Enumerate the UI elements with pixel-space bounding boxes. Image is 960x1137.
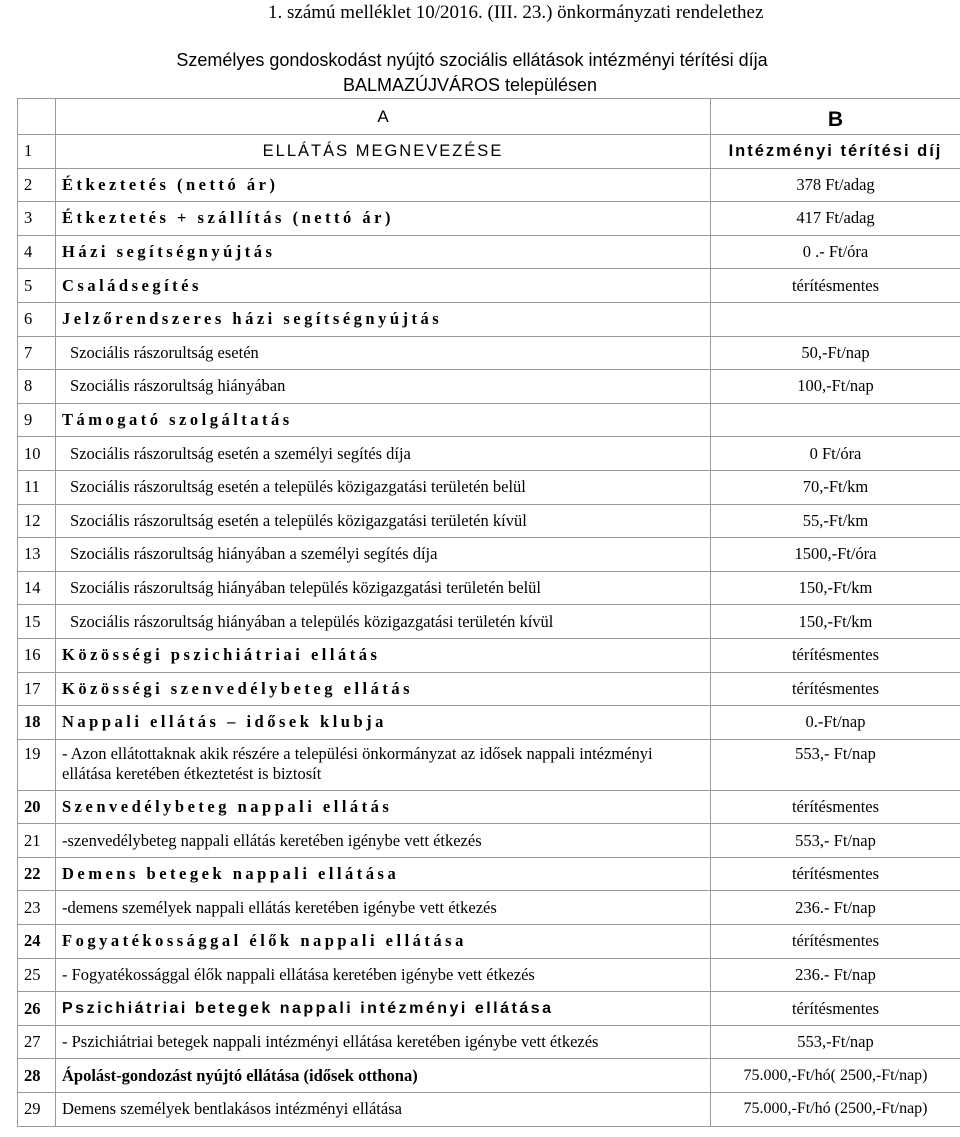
table-row [18, 824, 960, 858]
annex-title: 1. számú melléklet 10/2016. (III. 23.) önkormányzati rendelethez [268, 2, 764, 23]
fee-value: 50,-Ft/nap [711, 336, 960, 370]
row-number: 1 [18, 135, 56, 169]
fee-value: térítésmentes [711, 790, 960, 824]
row-number: 28 [18, 1059, 56, 1093]
fee-value: 0 .- Ft/óra [711, 235, 960, 269]
row-number: 2 [18, 168, 56, 202]
fee-value: 378 Ft/adag [711, 168, 960, 202]
fee-value [711, 302, 960, 336]
fee-value: 236.- Ft/nap [711, 958, 960, 992]
row-number: 13 [18, 538, 56, 572]
row-number: 5 [18, 269, 56, 303]
service-name: Demens személyek bentlakásos intézményi ellátása [56, 1093, 711, 1127]
table-row [18, 302, 960, 336]
service-name: Fogyatékossággal élők nappali ellátása [56, 925, 711, 959]
row-number: 29 [18, 1093, 56, 1127]
row-number: 23 [18, 891, 56, 925]
service-name: Szociális rászorultság hiányában a település közigazgatási területén kívül [56, 605, 711, 639]
service-name: - Pszichiátriai betegek nappali intézményi ellátása keretében igénybe vett étkezés [56, 1025, 711, 1059]
table-row [18, 1025, 960, 1059]
row-number: 10 [18, 437, 56, 471]
row-number: 25 [18, 958, 56, 992]
service-name: Támogató szolgáltatás [56, 403, 711, 437]
fee-value: térítésmentes [711, 857, 960, 891]
table-row [18, 1093, 960, 1127]
row-number: 27 [18, 1025, 56, 1059]
row-number: 14 [18, 571, 56, 605]
service-name: Szociális rászorultság esetén a személyi segítés díja [56, 437, 711, 471]
service-name: Szociális rászorultság hiányában település közigazgatási területén belül [56, 571, 711, 605]
service-name: -demens személyek nappali ellátás keretében igénybe vett étkezés [56, 891, 711, 925]
service-name: Közösségi szenvedélybeteg ellátás [56, 672, 711, 706]
service-name: Házi segítségnyújtás [56, 235, 711, 269]
service-name: Demens betegek nappali ellátása [56, 857, 711, 891]
table-row [18, 958, 960, 992]
service-name: ELLÁTÁS MEGNEVEZÉSE [56, 135, 711, 169]
service-name: Jelzőrendszeres házi segítségnyújtás [56, 302, 711, 336]
service-name: Közösségi pszichiátriai ellátás [56, 638, 711, 672]
column-header-row [18, 99, 960, 135]
table-row [18, 891, 960, 925]
table-row [18, 269, 960, 303]
service-name: Szociális rászorultság esetén [56, 336, 711, 370]
service-name: - Azon ellátottaknak akik részére a települési önkormányzat az idősek nappali intézményi ellátása keretében étkeztetést is biztosít [56, 739, 711, 790]
service-name: Ápolást-gondozást nyújtó ellátása (idősek otthona) [56, 1059, 711, 1093]
service-name: Pszichiátriai betegek nappali intézményi ellátása [56, 992, 711, 1026]
service-name: -szenvedélybeteg nappali ellátás keretében igénybe vett étkezés [56, 824, 711, 858]
table-row [18, 235, 960, 269]
fee-value: 150,-Ft/km [711, 605, 960, 639]
service-name: Családsegítés [56, 269, 711, 303]
table-row [18, 605, 960, 639]
fee-value: 553,- Ft/nap [711, 739, 960, 790]
column-a-header: A [56, 99, 711, 135]
row-number: 21 [18, 824, 56, 858]
service-name: Étkeztetés + szállítás (nettó ár) [56, 202, 711, 236]
table-row [18, 992, 960, 1026]
fee-value: 236.- Ft/nap [711, 891, 960, 925]
row-number: 16 [18, 638, 56, 672]
table-row [18, 403, 960, 437]
row-number: 19 [18, 739, 56, 790]
fee-value: 75.000,-Ft/hó( 2500,-Ft/nap) [711, 1059, 960, 1093]
fee-value [711, 403, 960, 437]
service-name: Szociális rászorultság hiányában [56, 370, 711, 404]
service-name: Nappali ellátás – idősek klubja [56, 706, 711, 740]
fee-table [17, 98, 960, 1127]
table-row [18, 538, 960, 572]
fee-value: térítésmentes [711, 638, 960, 672]
service-name: Étkeztetés (nettó ár) [56, 168, 711, 202]
table-row [18, 706, 960, 740]
table-row [18, 925, 960, 959]
row-number: 9 [18, 403, 56, 437]
fee-value: 553,- Ft/nap [711, 824, 960, 858]
fee-value: 553,-Ft/nap [711, 1025, 960, 1059]
header-blank-cell [18, 99, 56, 135]
table-row [18, 370, 960, 404]
service-name: Szociális rászorultság esetén a település közigazgatási területén kívül [56, 504, 711, 538]
table-row [18, 470, 960, 504]
service-name: Szociális rászorultság esetén a település közigazgatási területén belül [56, 470, 711, 504]
table-row [18, 790, 960, 824]
fee-value: 75.000,-Ft/hó (2500,-Ft/nap) [711, 1093, 960, 1127]
row-number: 24 [18, 925, 56, 959]
row-number: 8 [18, 370, 56, 404]
fee-value: 150,-Ft/km [711, 571, 960, 605]
fee-value: térítésmentes [711, 992, 960, 1026]
table-row [18, 202, 960, 236]
table-row [18, 672, 960, 706]
row-number: 12 [18, 504, 56, 538]
fee-value: 1500,-Ft/óra [711, 538, 960, 572]
row-number: 17 [18, 672, 56, 706]
fee-value: 100,-Ft/nap [711, 370, 960, 404]
fee-value: Intézményi térítési díj [711, 135, 960, 169]
table-row [18, 638, 960, 672]
row-number: 3 [18, 202, 56, 236]
table-row [18, 168, 960, 202]
table-row [18, 857, 960, 891]
row-number: 20 [18, 790, 56, 824]
row-number: 4 [18, 235, 56, 269]
table-row [18, 1059, 960, 1093]
fee-value: 417 Ft/adag [711, 202, 960, 236]
fee-value: 0 Ft/óra [711, 437, 960, 471]
table-row [18, 135, 960, 169]
table-row [18, 504, 960, 538]
row-number: 18 [18, 706, 56, 740]
row-number: 7 [18, 336, 56, 370]
fee-value: térítésmentes [711, 925, 960, 959]
fee-value: 70,-Ft/km [711, 470, 960, 504]
row-number: 6 [18, 302, 56, 336]
service-name: - Fogyatékossággal élők nappali ellátása keretében igénybe vett étkezés [56, 958, 711, 992]
row-number: 15 [18, 605, 56, 639]
table-row [18, 437, 960, 471]
row-number: 22 [18, 857, 56, 891]
service-name: Szenvedélybeteg nappali ellátás [56, 790, 711, 824]
service-name: Szociális rászorultság hiányában a személyi segítés díja [56, 538, 711, 572]
row-number: 11 [18, 470, 56, 504]
table-row [18, 739, 960, 790]
table-row [18, 571, 960, 605]
row-number: 26 [18, 992, 56, 1026]
fee-value: 55,-Ft/km [711, 504, 960, 538]
document-subtitle: Személyes gondoskodást nyújtó szociális ellátások intézményi térítési díja [176, 50, 768, 70]
fee-value: 0.-Ft/nap [711, 706, 960, 740]
table-row [18, 336, 960, 370]
column-b-header: B [711, 99, 960, 135]
settlement-name: BALMAZÚJVÁROS településen [342, 75, 598, 95]
fee-value: térítésmentes [711, 269, 960, 303]
fee-value: térítésmentes [711, 672, 960, 706]
